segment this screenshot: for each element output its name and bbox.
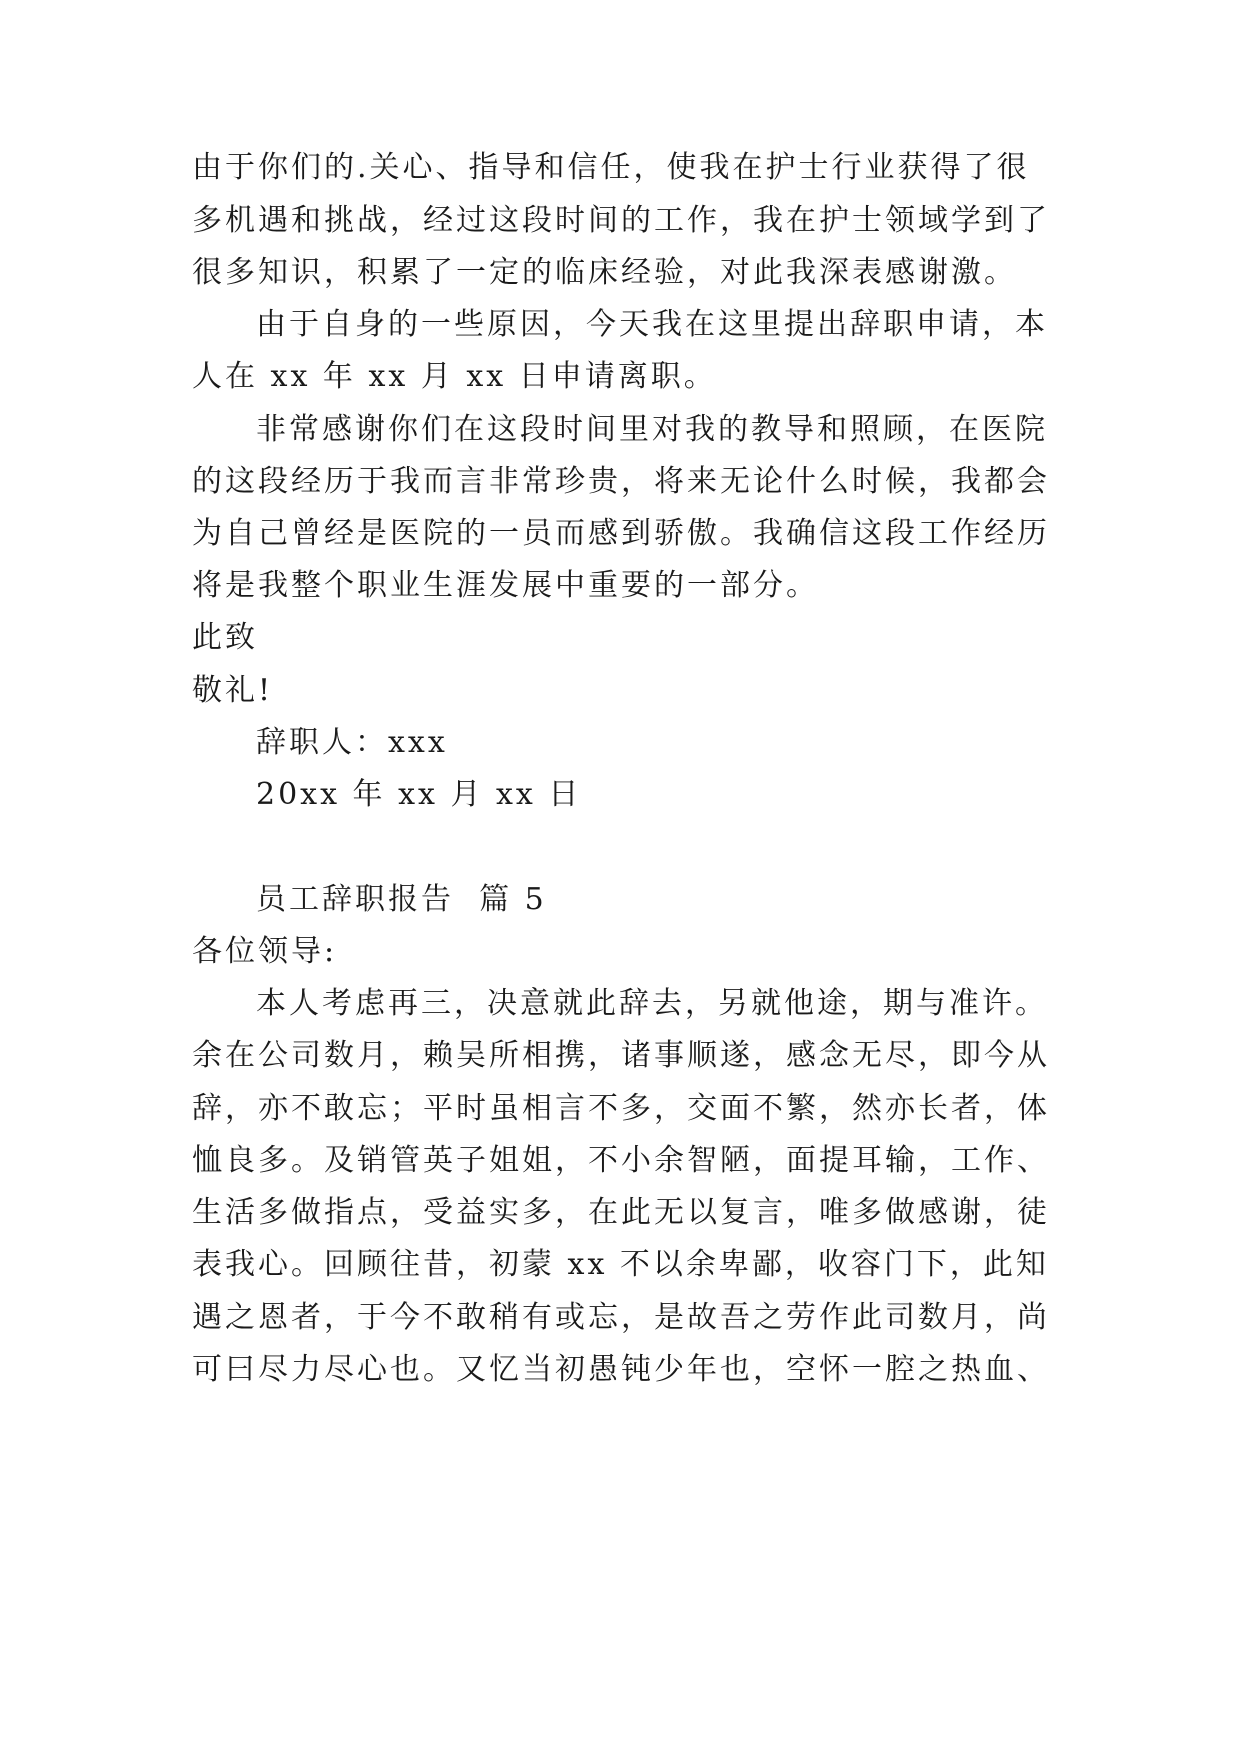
paragraph-line: 遇之恩者，于今不敢稍有或忘，是故吾之劳作此司数月，尚: [192, 1300, 1050, 1335]
paragraph-line: 生活多做指点，受益实多，在此无以复言，唯多做感谢，徒: [192, 1195, 1050, 1230]
signer-line: 辞职人：xxx: [256, 725, 448, 760]
paragraph-line: 为自己曾经是医院的一员而感到骄傲。我确信这段工作经历: [192, 516, 1050, 551]
paragraph-line: 多机遇和挑战，经过这段时间的工作，我在护士领域学到了: [192, 203, 1050, 238]
greeting-line: 各位领导:: [192, 934, 338, 969]
date-line: 20xx 年 xx 月 xx 日: [256, 777, 582, 812]
paragraph-line: 由于你们的.关心、指导和信任，使我在护士行业获得了很: [192, 150, 1030, 185]
paragraph-line: 余在公司数月，赖吴所相携，诸事顺遂，感念无尽，即今从: [192, 1038, 1050, 1073]
paragraph-line: 由于自身的一些原因，今天我在这里提出辞职申请，本: [256, 307, 1048, 342]
paragraph-line: 辞，亦不敢忘；平时虽相言不多，交面不繁，然亦长者，体: [192, 1091, 1050, 1126]
paragraph-line: 的这段经历于我而言非常珍贵，将来无论什么时候，我都会: [192, 464, 1050, 499]
paragraph-line: 人在 xx 年 xx 月 xx 日申请离职。: [192, 359, 717, 394]
paragraph-line: 可曰尽力尽心也。又忆当初愚钝少年也，空怀一腔之热血、: [192, 1352, 1050, 1387]
paragraph-line: 表我心。回顾往昔，初蒙 xx 不以余卑鄙，收容门下，此知: [192, 1247, 1049, 1282]
paragraph-line: 本人考虑再三，决意就此辞去，另就他途，期与准许。: [256, 986, 1048, 1021]
closing-line: 此致: [192, 620, 258, 655]
section-title: 员工辞职报告 篇 5: [256, 882, 547, 917]
salute-line: 敬礼!: [192, 673, 274, 708]
paragraph-line: 将是我整个职业生涯发展中重要的一部分。: [192, 568, 819, 603]
paragraph-line: 很多知识，积累了一定的临床经验，对此我深表感谢激。: [192, 255, 1017, 290]
paragraph-line: 非常感谢你们在这段时间里对我的教导和照顾，在医院: [256, 412, 1048, 447]
paragraph-line: 恤良多。及销管英子姐姐，不小余智陋，面提耳输，工作、: [192, 1143, 1050, 1178]
